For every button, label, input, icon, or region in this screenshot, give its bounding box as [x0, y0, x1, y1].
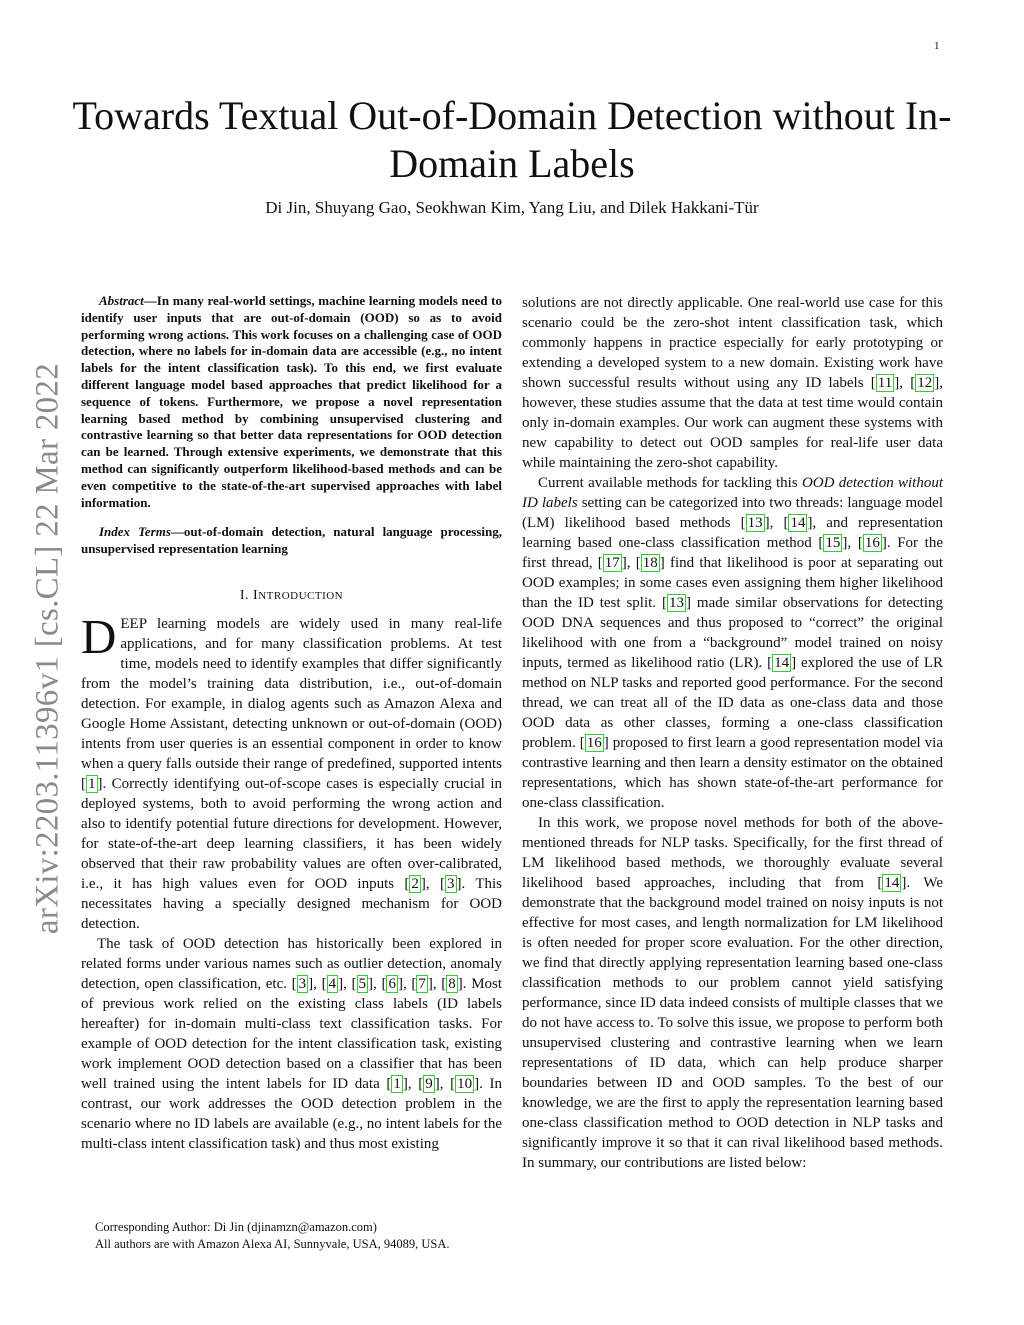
citation-link[interactable]: 14	[774, 655, 790, 671]
bracket: ]	[397, 975, 403, 992]
bracket: [	[767, 655, 773, 671]
bracket: [	[450, 1075, 456, 1092]
bracket: ]	[842, 535, 848, 551]
left-column	[81, 293, 502, 1154]
citation-link[interactable]: 14	[790, 515, 806, 531]
bracket: ]	[456, 875, 462, 892]
separator: ,	[313, 975, 322, 992]
abstract-label: Abstract	[99, 293, 144, 308]
citation-link[interactable]: 4	[328, 975, 337, 992]
citation-link[interactable]: 12	[917, 375, 933, 391]
citation-link[interactable]: 10	[457, 1075, 473, 1092]
bracket: [	[661, 595, 667, 611]
bracket: [	[440, 875, 446, 892]
separator: ,	[847, 535, 858, 551]
text-run: The task of OOD detection has historically been explored in related forms under various names such as outlier detection, anomaly detection, open classification, etc.	[81, 935, 502, 992]
intro-paragraph-1	[81, 608, 503, 934]
right-paragraph-2	[522, 473, 943, 813]
citation-link[interactable]: 8	[448, 975, 456, 992]
citation-link[interactable]: 1	[88, 775, 96, 792]
bracket: ]	[97, 775, 103, 792]
bracket: [	[783, 515, 789, 531]
index-terms	[81, 524, 502, 558]
bracket: ]	[807, 515, 813, 531]
separator: ,	[439, 1075, 451, 1092]
bracket: [	[597, 555, 603, 571]
text-run: explored the use of LR method on NLP tasks and reported good performance. For the second thread, we can treat all of the ID data as one-class data and those OOD data as other classes, forming a one-class classification problem.	[522, 655, 943, 751]
citation-link[interactable]: 15	[825, 535, 841, 551]
emphasis: OOD detection without ID labels	[522, 475, 943, 511]
citation-link[interactable]: 3	[447, 875, 455, 892]
citation-link[interactable]: 11	[877, 375, 893, 391]
citation-link[interactable]: 18	[642, 555, 658, 571]
index-terms-dash: —	[170, 524, 184, 540]
bracket: ]	[434, 1075, 440, 1092]
bracket: ]	[457, 975, 463, 992]
bracket: ]	[934, 375, 940, 391]
text-run: learning models are widely used in many real-life applications, and for many classification problems. At test time, models need to identify examples that differ significantly from the model’s training data distribution, i.e., out-of-domain detection. For example, in dialog agents such as Amazon Alexa and Google Home Assistant, detecting unknown or out-of-domain (OOD) intents from user queries is an essential component in order to know when a query falls outside their range of predefined, supported intents	[81, 615, 502, 772]
page-number: 1	[934, 40, 940, 52]
separator: ,	[343, 975, 352, 992]
right-paragraph-3	[522, 813, 943, 1173]
paper-title: Towards Textual Out-of-Domain Detection without In-Domain Labels	[72, 93, 952, 186]
bracket: [	[441, 975, 447, 992]
bracket: [	[386, 1075, 392, 1092]
separator: ,	[425, 875, 441, 892]
arxiv-stamp-text: arXiv:2203.11396v1 [cs.CL] 22 Mar 2022	[29, 362, 66, 935]
bracket: [	[291, 975, 297, 992]
bracket: ]	[368, 975, 374, 992]
bracket: ]	[764, 515, 770, 531]
bracket: ]	[308, 975, 314, 992]
section-title-rest: NTRODUCTION	[258, 589, 344, 602]
text-run: . Correctly identifying out-of-scope cases is especially crucial in deployed systems, both to avoid performing the wrong action and also to identify potential future directions for development. However, for state-of-the-art deep learning classifiers, it has been widely observed that their raw probability values are often over-calibrated, i.e., it has high values even for OOD inputs	[81, 775, 502, 892]
bracket: [	[857, 535, 863, 551]
index-terms-label: Index Terms	[99, 524, 171, 540]
citation-link[interactable]: 13	[668, 595, 684, 611]
citation-link[interactable]: 17	[604, 555, 620, 571]
bracket: ]	[881, 535, 887, 551]
bracket: [	[740, 515, 746, 531]
citation-link[interactable]: 1	[393, 1075, 401, 1092]
separator: ,	[899, 375, 911, 391]
bracket: ]	[901, 875, 907, 891]
citation-link[interactable]: 6	[388, 975, 396, 992]
text-run: . For the first thread,	[522, 535, 943, 571]
text-run: , however, these studies assume that the data at test time would contain only in-domain examples. Our work can augment these systems with new capability to detect out OOD samples for real-life user data while maintaining the zero-shot capability.	[522, 375, 943, 471]
bracket: ]	[621, 555, 627, 571]
citation-link[interactable]: 13	[747, 515, 763, 531]
citation-link[interactable]: 2	[411, 875, 419, 892]
bracket: [	[910, 375, 916, 391]
index-terms-text: out-of-domain detection, natural language processing, unsupervised representation learning	[81, 524, 503, 557]
bracket: ]	[603, 735, 609, 751]
text-run: solutions are not directly applicable. One real-world use case for this scenario could be the zero-shot intent classification task, which commonly happens in practice especially for early prototyping or extending a developed system to a new domain. Existing work have shown successful results without using any ID labels	[522, 295, 943, 391]
abstract-dash: —	[143, 293, 157, 308]
text-run: . This necessitates having a specially designed mechanism for OOD detection.	[81, 875, 503, 932]
text-run: . Most of previous work relied on the existing class labels (ID labels hereafter) for in-domain multi-class text classification tasks. For example of OOD detection for the intent classification task, existing work implement OOD detection based on a classifier that has been well trained using the intent labels for ID data	[81, 975, 503, 1092]
citation-link[interactable]: 9	[425, 1075, 433, 1092]
bracket: [	[351, 975, 357, 992]
text-run: Current available methods for tackling this	[538, 475, 802, 491]
bracket: ]	[338, 975, 344, 992]
separator: ,	[373, 975, 382, 992]
citation-link[interactable]: 3	[298, 975, 307, 992]
bracket: [	[411, 975, 417, 992]
bracket: [	[321, 975, 327, 992]
bracket: [	[579, 735, 585, 751]
footnote-affiliation: All authors are with Amazon Alexa AI, Sunnyvale, USA, 94089, USA.	[95, 1237, 450, 1251]
bracket: ]	[427, 975, 433, 992]
separator: ,	[432, 975, 442, 992]
drop-cap-rest: EEP	[120, 615, 147, 632]
right-column	[522, 293, 943, 1173]
footnote	[95, 1219, 515, 1253]
intro-paragraph-2	[81, 934, 502, 1154]
citation-link[interactable]: 16	[864, 535, 880, 551]
separator: ,	[626, 555, 636, 571]
bracket: [	[635, 555, 641, 571]
author-list: Di Jin, Shuyang Gao, Seokhwan Kim, Yang Liu, and Dilek Hakkani-Tür	[265, 198, 759, 217]
text-run: , and representation learning based one-class classification method	[522, 515, 943, 551]
bracket: [	[870, 375, 876, 391]
citation-link[interactable]: 16	[586, 735, 602, 751]
right-paragraph-1	[522, 293, 943, 473]
bracket: [	[81, 775, 86, 792]
section-heading-introduction	[81, 588, 502, 604]
section-title-first: I	[253, 587, 259, 603]
bracket: ]	[402, 1075, 408, 1092]
separator: ,	[407, 1075, 419, 1092]
bracket: ]	[791, 655, 797, 671]
citation-link[interactable]: 14	[884, 875, 900, 891]
citation-link[interactable]: 5	[358, 975, 367, 992]
bracket: ]	[420, 875, 426, 892]
bracket: ]	[474, 1075, 480, 1092]
section-numeral: I.	[239, 587, 254, 603]
bracket: [	[381, 975, 387, 992]
bracket: [	[877, 875, 883, 891]
abstract	[81, 293, 502, 511]
separator: ,	[769, 515, 784, 531]
text-run: proposed to first learn a good representation model via contrastive learning and then learn a density estimator on the obtained representations, which has shown state-of-the-art performance for one-class classification.	[522, 735, 943, 811]
text-run: made similar observations for detecting OOD DNA sequences and thus proposed to “correct” the original likelihood with one from a “background” model trained on noisy inputs, termed as likelihood ratio (LR).	[522, 595, 943, 671]
text-run: setting can be categorized into two threads: language model (LM) likelihood based methods	[522, 495, 943, 531]
drop-cap: D	[81, 608, 117, 664]
abstract-text: In many real-world settings, machine learning models need to identify user inputs that are out-of-domain (OOD) so as to avoid performing wrong actions. This work focuses on a challenging case of OOD detection, where no labels for in-domain data are accessible (e.g., no intent labels for the intent classification task). To this end, we first evaluate different language model based approaches that predict likelihood for a sequence of tokens. Furthermore, we propose a novel representation learning based method by combining unsupervised clustering and contrastive learning so that better data representations for OOD detection can be learned. Through extensive experiments, we demonstrate that this method can significantly outperform likelihood-based methods and can be even competitive to the state-of-the-art supervised approaches with label information.	[81, 293, 502, 510]
bracket: ]	[659, 555, 665, 571]
citation-link[interactable]: 7	[418, 975, 426, 992]
text-run: In this work, we propose novel methods for both of the above-mentioned threads for NLP tasks. Specifically, for the first thread of LM likelihood based methods, we thoroughly evaluate several likelihood based approaches, including that from	[522, 815, 943, 891]
bracket: [	[418, 1075, 424, 1092]
bracket: [	[818, 535, 824, 551]
bracket: ]	[894, 375, 900, 391]
bracket: ]	[685, 595, 691, 611]
bracket: [	[404, 875, 410, 892]
text-run: find that likelihood is poor at separating out OOD examples; in some cases even assigning them higher likelihood than the ID test split.	[522, 555, 943, 611]
separator: ,	[402, 975, 412, 992]
text-run: . We demonstrate that the background model trained on noisy inputs is not effective for most cases, and length normalization for LM likelihood is often needed for proper score evaluation. For the other direction, we find that directly applying representation learning based one-class classification methods to our problem cannot yield satisfying performance, since ID data indeed consists of multiple classes that we do not have access to. To solve this issue, we propose to perform both unsupervised clustering and contrastive learning when we learn representations of ID data, which can help produce sharper boundaries between ID and OOD samples. To the best of our knowledge, we are the first to apply the representation learning based one-class classification method to OOD detection in NLP tasks and significantly improve it so that it can rival likelihood based methods. In summary, our contributions are listed below:	[522, 875, 943, 1171]
text-run: . In contrast, our work addresses the OOD detection problem in the scenario where no ID labels are available (e.g., no intent labels for the multi-class intent classification task) and thus most existing	[81, 1075, 502, 1152]
footnote-corresponding-author: Corresponding Author: Di Jin (djinamzn@amazon.com)	[95, 1220, 377, 1234]
